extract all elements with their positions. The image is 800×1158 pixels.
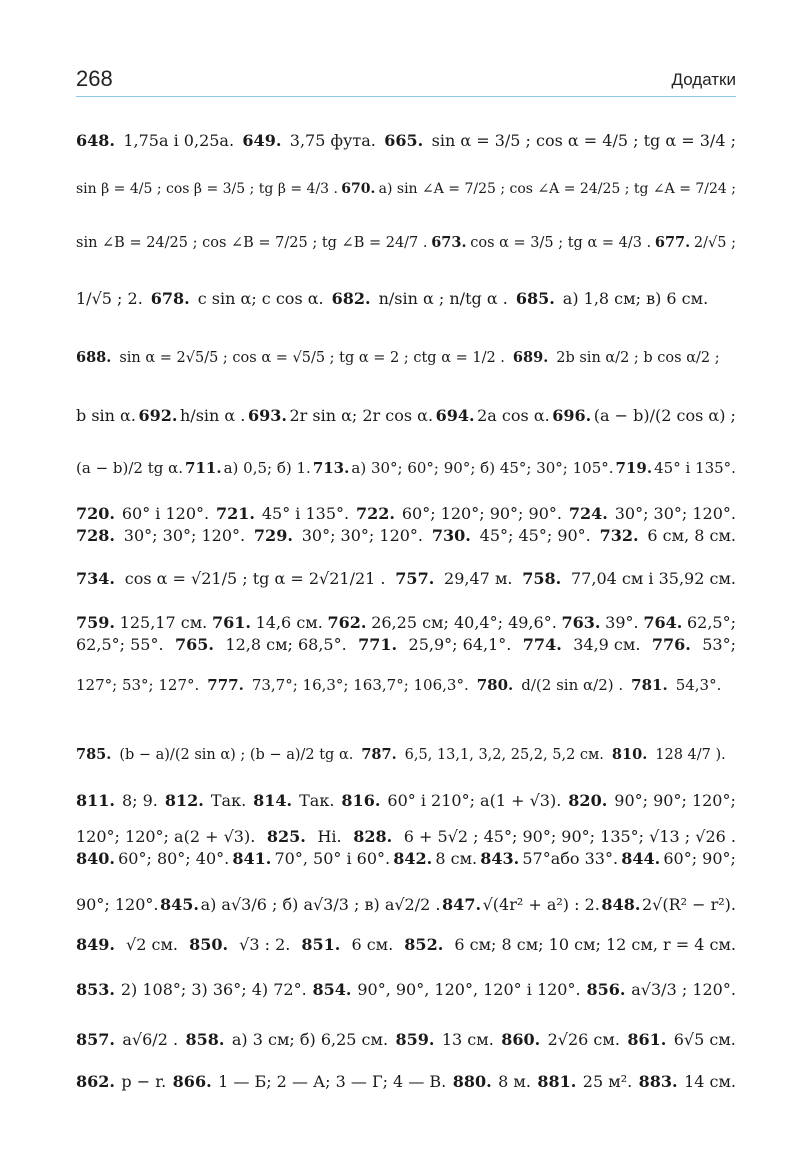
answer-line: 734. cos α = √21/5 ; tg α = 2√21/21 . 757. 29,47 м. 758. 77,04 см і 35,92 см. [76, 569, 736, 588]
section-title: Додатки [671, 70, 736, 89]
answer-line: sin β = 4/5 ; cos β = 3/5 ; tg β = 4/3 . 670. а) sin ∠A = 7/25 ; cos ∠A = 24/25 ; tg ∠A = 7/24 ; [76, 181, 736, 197]
answer-line: 840. 60°; 80°; 40°. 841. 70°, 50° і 60°. 842. 8 см. 843. 57°або 33°. 844. 60°; 90°; [76, 849, 736, 868]
answer-line: sin ∠B = 24/25 ; cos ∠B = 7/25 ; tg ∠B = 24/7 . 673. cos α = 3/5 ; tg α = 4/3 . 677. 2/√5 ; [76, 234, 736, 251]
answer-line: (a − b)/2 tg α. 711. а) 0,5; б) 1. 713. а) 30°; 60°; 90°; б) 45°; 30°; 105°. 719. 45° і 135°. [76, 459, 736, 477]
answer-line: 849. √2 см. 850. √3 : 2. 851. 6 см. 852. 6 см; 8 см; 10 см; 12 см, r = 4 см. [76, 935, 736, 954]
answer-line: 853. 2) 108°; 3) 36°; 4) 72°. 854. 90°, 90°, 120°, 120° і 120°. 856. a√3/3 ; 120°. [76, 980, 736, 999]
answer-line: 728. 30°; 30°; 120°. 729. 30°; 30°; 120°. 730. 45°; 45°; 90°. 732. 6 см, 8 см. [76, 526, 736, 545]
header-divider [76, 96, 736, 97]
answer-line: 688. sin α = 2√5/5 ; cos α = √5/5 ; tg α = 2 ; ctg α = 1/2 . 689. 2b sin α/2 ; b cos α/2 ; [76, 349, 720, 366]
answer-line: 1/√5 ; 2. 678. c sin α; c cos α. 682. n/sin α ; n/tg α . 685. а) 1,8 см; в) 6 см. [76, 289, 709, 308]
answer-line: 127°; 53°; 127°. 777. 73,7°; 16,3°; 163,7°; 106,3°. 780. d/(2 sin α/2) . 781. 54,3°. [76, 676, 722, 694]
answer-line: 759. 125,17 см. 761. 14,6 см. 762. 26,25 см; 40,4°; 49,6°. 763. 39°. 764. 62,5°; [76, 613, 736, 632]
answer-line: 62,5°; 55°. 765. 12,8 см; 68,5°. 771. 25,9°; 64,1°. 774. 34,9 см. 776. 53°; [76, 635, 736, 654]
answer-line: 811. 8; 9. 812. Так. 814. Так. 816. 60° і 210°; a(1 + √3). 820. 90°; 90°; 120°; [76, 791, 736, 810]
answer-line: 90°; 120°. 845. а) a√3/6 ; б) a√3/3 ; в) a√2/2 . 847. √(4r² + a²) : 2. 848. 2√(R² − r²). [76, 895, 736, 914]
answer-line: 648. 1,75a і 0,25a. 649. 3,75 фута. 665. sin α = 3/5 ; cos α = 4/5 ; tg α = 3/4 ; [76, 131, 736, 150]
answer-line: 720. 60° і 120°. 721. 45° і 135°. 722. 60°; 120°; 90°; 90°. 724. 30°; 30°; 120°. [76, 504, 736, 523]
answer-line: 862. p − r. 866. 1 — Б; 2 — А; 3 — Г; 4 — В. 880. 8 м. 881. 25 м². 883. 14 см. [76, 1072, 736, 1091]
answer-line: 120°; 120°; a(2 + √3). 825. Ні. 828. 6 + 5√2 ; 45°; 90°; 90°; 135°; √13 ; √26 . [76, 827, 736, 846]
answer-line: 857. a√6/2 . 858. а) 3 см; б) 6,25 см. 859. 13 см. 860. 2√26 см. 861. 6√5 см. [76, 1030, 736, 1049]
answer-line: 785. (b − a)/(2 sin α) ; (b − a)/2 tg α. 787. 6,5, 13,1, 3,2, 25,2, 5,2 см. 810. 128 4/7 ). [76, 746, 726, 763]
answer-line: b sin α. 692. h/sin α . 693. 2r sin α; 2r cos α. 694. 2a cos α. 696. (a − b)/(2 cos α) ; [76, 406, 736, 425]
page-number: 268 [76, 66, 113, 91]
